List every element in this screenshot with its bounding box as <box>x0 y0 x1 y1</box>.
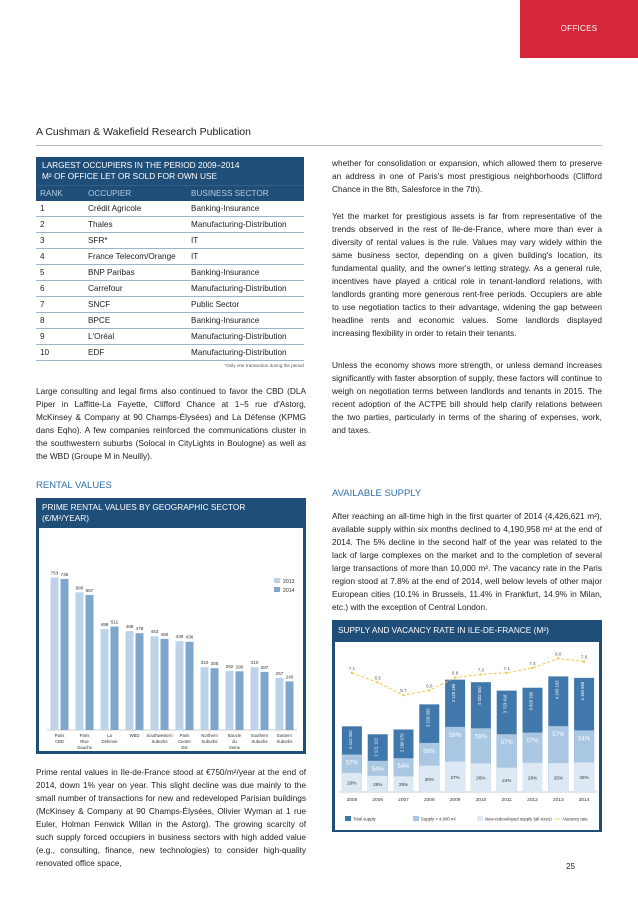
tick-label: Est <box>181 745 188 750</box>
data-label: 439 <box>175 634 184 640</box>
tick-label: 2005 <box>346 798 358 803</box>
share-new-label: 28% <box>527 775 538 781</box>
data-label: 290 <box>235 664 244 670</box>
data-label: 305 <box>210 661 219 667</box>
occupier-rank-cell: 4 <box>36 249 84 265</box>
occupier-rank-cell: 2 <box>36 217 84 233</box>
data-label: 287 <box>260 664 269 670</box>
data-label: 436 <box>185 634 194 640</box>
data-label: 753 <box>50 570 59 576</box>
bar <box>161 639 169 730</box>
tick-label: Boucle <box>227 733 242 738</box>
tick-label: La <box>107 733 112 738</box>
rental-chart-box <box>36 498 306 754</box>
share-over-4000-label: 57% <box>500 740 513 747</box>
data-label: 511 <box>110 619 119 625</box>
occupier-occupier-cell: Crédit Agricole <box>84 201 187 217</box>
occupier-sector-cell: Manufacturing-Distribution <box>187 329 304 345</box>
data-label: 478 <box>135 626 144 632</box>
total-supply-label: 2 296 676 <box>399 733 405 753</box>
vacancy-point <box>377 681 379 683</box>
occupier-sector-cell: Public Sector <box>187 297 304 313</box>
bar <box>101 629 109 730</box>
share-over-4000-label: 57% <box>345 760 358 767</box>
bar <box>236 671 244 730</box>
share-over-4000-label: 54% <box>371 766 384 773</box>
left-paragraph-1: Large consulting and legal firms also continued to favor the CBD (DLA Piper in Laffitte-La Fayette, Clifford Chance at 1−5 rue d'Astorg, McKinsey & Company at 90 Champs-Élysées) and La Défense (KPMG dans Eqho). A few companies reinforced the communications cluster in the southwestern suburbs (Solocal in CityLights in Boulogne) as well as the WBD (Groupe M in Neuilly). <box>36 386 306 461</box>
tick-label: Suburbs <box>201 739 218 744</box>
bar <box>151 636 159 730</box>
occupier-sector-cell: Banking-Insurance <box>187 313 304 329</box>
occupier-rank-cell: 5 <box>36 265 84 281</box>
tick-label: Southwestern <box>146 733 173 738</box>
tick-label: 2006 <box>372 798 384 803</box>
share-over-4000-label: 54% <box>397 764 410 771</box>
total-supply-label: 3 723 418 <box>502 694 508 714</box>
supply-chart-title: SUPPLY AND VACANCY RATE IN ILE-DE-FRANCE (M²) <box>332 620 602 641</box>
left-paragraph-2: Prime rental values in Ile-de-France stood at €750/m²/year at the end of 2014, down 1% year on year. This slight decline was due mainly to the small number of transactions for new and redeveloped Parisian buildings (McKinsey & Company at 90 Champs-Élysées, Olivier Wyman at 1 rue Euler, Holman Fenwick Willan in the Astorg). The growing scarcity of such supply forced occupiers in business sectors with high added value (e.g., consulting, finance, new technologies) to consider high-quality renovated office space, <box>36 767 306 868</box>
vacancy-label: 8.0 <box>555 651 562 657</box>
data-label: 450 <box>160 631 169 637</box>
legend-swatch <box>345 816 351 821</box>
right-paragraph-3: Unless the economy shows more strength, or unless demand increases significantly with faster absorption of supply, these factors will continue to weigh on negotiation terms between landlords and tenants in 2015. The recent adoption of the ACTPE bill should help clarify relations between the two parties, particularly in terms of the sharing of expenses, work, and taxes. <box>332 360 602 435</box>
vacancy-point <box>480 673 482 675</box>
share-new-label: 26% <box>579 775 589 781</box>
legend-swatch <box>413 816 419 821</box>
rental-chart <box>39 528 303 751</box>
occupiers-table-title <box>36 157 304 185</box>
tick-label: CBD <box>54 739 65 744</box>
data-label: 310 <box>200 660 209 666</box>
legend-entry: Total supply <box>353 816 376 822</box>
total-supply-label: 2 412 000 <box>347 730 353 749</box>
legend-entry: Vacancy rate <box>563 816 588 822</box>
occupier-sector-cell: Banking-Insurance <box>187 201 304 217</box>
share-new-label: 25% <box>398 782 409 788</box>
vacancy-label: 7.0 <box>477 667 485 673</box>
rental-values-heading: RENTAL VALUES <box>36 480 112 491</box>
right-paragraph-1: whether for consolidation or expansion, which allowed them to preserve an address in one of Paris's most prestigious neighborhoods (Clifford Chance in the 8th, Salesforce in the 7th). <box>332 158 602 194</box>
share-over-4000-label: 57% <box>552 732 565 739</box>
table-row <box>36 233 304 249</box>
bar <box>61 579 69 730</box>
occupier-sector-cell: Manufacturing-Distribution <box>187 345 304 361</box>
table-row <box>36 265 304 281</box>
section-tab-label: OFFICES <box>560 24 598 33</box>
vacancy-label: 6.0 <box>426 683 433 689</box>
occupier-rank-cell: 10 <box>36 345 84 361</box>
tick-label: 2014 <box>578 798 590 803</box>
vacancy-label: 7.1 <box>348 665 356 671</box>
tick-label: Gauche <box>76 745 93 750</box>
occupiers-column-header: RANK <box>36 186 84 202</box>
publication-title: A Cushman & Wakefield Research Publication <box>36 126 251 138</box>
bar <box>111 627 119 730</box>
legend-entry: 2013 <box>283 579 295 585</box>
bar <box>286 681 294 730</box>
rental-chart-title-line1: PRIME RENTAL VALUES BY GEOGRAPHIC SECTOR <box>42 502 246 512</box>
occupiers-table <box>36 185 304 361</box>
share-over-4000-label: 56% <box>423 748 436 755</box>
data-label: 667 <box>85 587 94 593</box>
bar <box>51 578 59 730</box>
tick-label: Rive <box>80 739 89 744</box>
tick-label: 2013 <box>552 798 564 803</box>
vacancy-point <box>583 660 585 662</box>
right-paragraph-4: After reaching an all-time high in the first quarter of 2014 (4,426,621 m²), available supply within six months declined to 4,190,958 m² at the end of 2014. The 5% decline in the second half of the year was related to the lack of large complexes on the market and to the completion of several large transactions of more than 10,000 m². The vacancy rate in the Paris region stood at 7.8% at the end of 2014, well below levels of other major European cities (10.1% in Brussels, 11.4% in Frankfurt, 14.9% in Milan, etc.) with the exception of Central London. <box>332 511 602 612</box>
supply-chart-box <box>332 620 602 832</box>
share-new-label: 29% <box>347 780 357 786</box>
occupier-occupier-cell: Thales <box>84 217 187 233</box>
occupiers-title-line2: M² OF OFFICE LET OR SOLD FOR OWN USE <box>42 171 218 181</box>
page-number: 25 <box>566 862 575 871</box>
tick-label: 2010 <box>475 798 487 803</box>
vacancy-label: 6.8 <box>451 670 459 676</box>
legend-entry: 2014 <box>283 588 295 594</box>
tick-label: 2009 <box>449 798 461 803</box>
bar <box>201 667 209 730</box>
rental-chart-title <box>36 498 306 528</box>
vacancy-label: 7.4 <box>529 661 536 666</box>
section-tab <box>520 0 638 58</box>
vacancy-point <box>351 672 353 674</box>
tick-label: du <box>232 739 237 744</box>
occupier-occupier-cell: BNP Paribas <box>84 265 187 281</box>
share-over-4000-label: 58% <box>474 734 487 741</box>
share-new-label: 30% <box>424 776 434 782</box>
bar <box>126 631 134 730</box>
data-label: 680 <box>75 585 84 591</box>
table-row <box>36 313 304 329</box>
occupier-occupier-cell: France Telecom/Orange <box>84 249 187 265</box>
occupier-rank-cell: 8 <box>36 313 84 329</box>
tick-label: Eastern <box>277 733 292 738</box>
bar <box>226 671 234 730</box>
share-new-label: 27% <box>450 774 460 780</box>
total-supply-label: 3 218 000 <box>425 708 431 728</box>
total-supply-label: 3 828 390 <box>528 691 534 711</box>
occupier-rank-cell: 3 <box>36 233 84 249</box>
supply-chart <box>335 642 599 830</box>
share-over-4000-label: 58% <box>449 732 462 739</box>
tick-label: Northern <box>201 733 218 738</box>
tick-label: 2007 <box>398 798 409 803</box>
tick-label: 2012 <box>527 798 538 803</box>
occupier-rank-cell: 7 <box>36 297 84 313</box>
vacancy-label: 7.1 <box>503 665 510 671</box>
occupier-occupier-cell: SNCF <box>84 297 187 313</box>
vacancy-label: 6.5 <box>374 675 381 681</box>
vacancy-point <box>454 676 456 678</box>
bar <box>86 595 94 730</box>
bar <box>176 641 184 730</box>
table-row <box>36 345 304 361</box>
total-supply-label: 4 032 000 <box>476 686 482 705</box>
vacancy-point <box>557 657 559 659</box>
available-supply-heading: AVAILABLE SUPPLY <box>332 488 422 499</box>
tick-label: Paris <box>54 733 65 738</box>
table-row <box>36 329 304 345</box>
tick-label: Suburbs <box>151 739 168 744</box>
bar <box>186 642 194 730</box>
bar <box>136 633 144 730</box>
data-label: 498 <box>100 622 109 628</box>
vacancy-point <box>506 672 508 674</box>
total-supply-label: 2 121 113 <box>373 738 379 757</box>
tick-label: Suburbs <box>251 739 268 744</box>
occupier-sector-cell: Banking-Insurance <box>187 265 304 281</box>
occupier-occupier-cell: EDF <box>84 345 187 361</box>
table-row <box>36 249 304 265</box>
share-new-label: 26% <box>476 775 486 781</box>
legend-swatch <box>274 578 280 583</box>
table-row <box>36 297 304 313</box>
legend-swatch <box>477 816 483 821</box>
occupiers-table-box <box>36 157 304 368</box>
tick-label: Paris <box>179 733 190 738</box>
table-row <box>36 217 304 233</box>
occupier-occupier-cell: BPCE <box>84 313 187 329</box>
occupiers-title-line1: LARGEST OCCUPIERS IN THE PERIOD 2009–2014 <box>42 160 240 170</box>
data-label: 257 <box>275 670 284 676</box>
share-over-4000-label: 54% <box>578 736 591 743</box>
tick-label: Centre <box>178 739 191 744</box>
occupier-rank-cell: 1 <box>36 201 84 217</box>
occupier-rank-cell: 9 <box>36 329 84 345</box>
data-label: 463 <box>150 629 159 635</box>
vacancy-label: 5.7 <box>400 688 407 694</box>
tick-label: Suburbs <box>276 739 293 744</box>
total-supply-label: 4 190 958 <box>580 681 586 701</box>
tick-label: 2008 <box>423 798 435 803</box>
table-row <box>36 201 304 217</box>
legend-entry: New-redeveloped supply (all sizes) <box>485 816 552 822</box>
vacancy-point <box>531 667 533 669</box>
tick-label: Paris <box>79 733 90 738</box>
total-supply-label: 4 245 165 <box>554 680 560 700</box>
tick-label: 2011 <box>501 798 512 803</box>
vacancy-point <box>428 689 430 691</box>
vacancy-point <box>402 694 404 696</box>
data-label: 746 <box>60 571 69 577</box>
tick-label: Seine <box>229 745 240 750</box>
legend-entry: Supply > 4,000 m² <box>421 816 456 822</box>
occupier-occupier-cell: SFR* <box>84 233 187 249</box>
share-new-label: 28% <box>373 781 383 787</box>
share-over-4000-label: 57% <box>526 738 539 745</box>
header-divider <box>36 145 602 146</box>
occupier-sector-cell: IT <box>187 233 304 249</box>
occupier-sector-cell: IT <box>187 249 304 265</box>
occupier-occupier-cell: Carrefour <box>84 281 187 297</box>
tick-label: Défense <box>101 739 118 744</box>
bar <box>251 667 259 730</box>
data-label: 488 <box>125 624 134 630</box>
right-paragraph-2: Yet the market for prestigious assets is far from representative of the trends observed in the rest of Ile-de-France, where more than ever a diversity of rental values is the rule. Values may vary widely within the same business sector, depending on a given building's location, its fundamental quality, and the owner's letting strategy. As a general rule, incentives have played a critical role in tenant-landlord relations, with landlords granting more generous rent-free periods. Occupiers are able to use negotiation tactics to their advantage, widening the gap between headline rents and economic values. Some landlords displayed increasing flexibility in order to retain their tenants. <box>332 211 602 338</box>
data-label: 292 <box>225 663 234 669</box>
legend-swatch <box>274 587 280 592</box>
occupiers-footnote: *Only one transaction during the period <box>224 363 304 368</box>
data-label: 310 <box>250 660 259 666</box>
occupiers-column-header: OCCUPIER <box>84 186 187 202</box>
total-supply-label: 4 125 195 <box>451 683 457 703</box>
bar <box>76 592 84 730</box>
occupier-sector-cell: Manufacturing-Distribution <box>187 217 304 233</box>
tick-label: WBD <box>129 733 140 738</box>
vacancy-label: 7.8 <box>580 654 588 660</box>
occupier-sector-cell: Manufacturing-Distribution <box>187 281 304 297</box>
occupier-occupier-cell: L'Oréal <box>84 329 187 345</box>
bar <box>276 678 284 730</box>
occupier-rank-cell: 6 <box>36 281 84 297</box>
share-new-label: 25% <box>553 775 563 781</box>
bar <box>211 668 219 730</box>
bar <box>261 672 269 730</box>
data-label: 240 <box>285 674 294 680</box>
tick-label: Southern <box>250 733 269 738</box>
rental-chart-title-line2: (€/M²/YEAR) <box>42 513 90 523</box>
table-row <box>36 281 304 297</box>
share-new-label: 24% <box>502 777 512 783</box>
occupiers-column-header: BUSINESS SECTOR <box>187 186 304 202</box>
